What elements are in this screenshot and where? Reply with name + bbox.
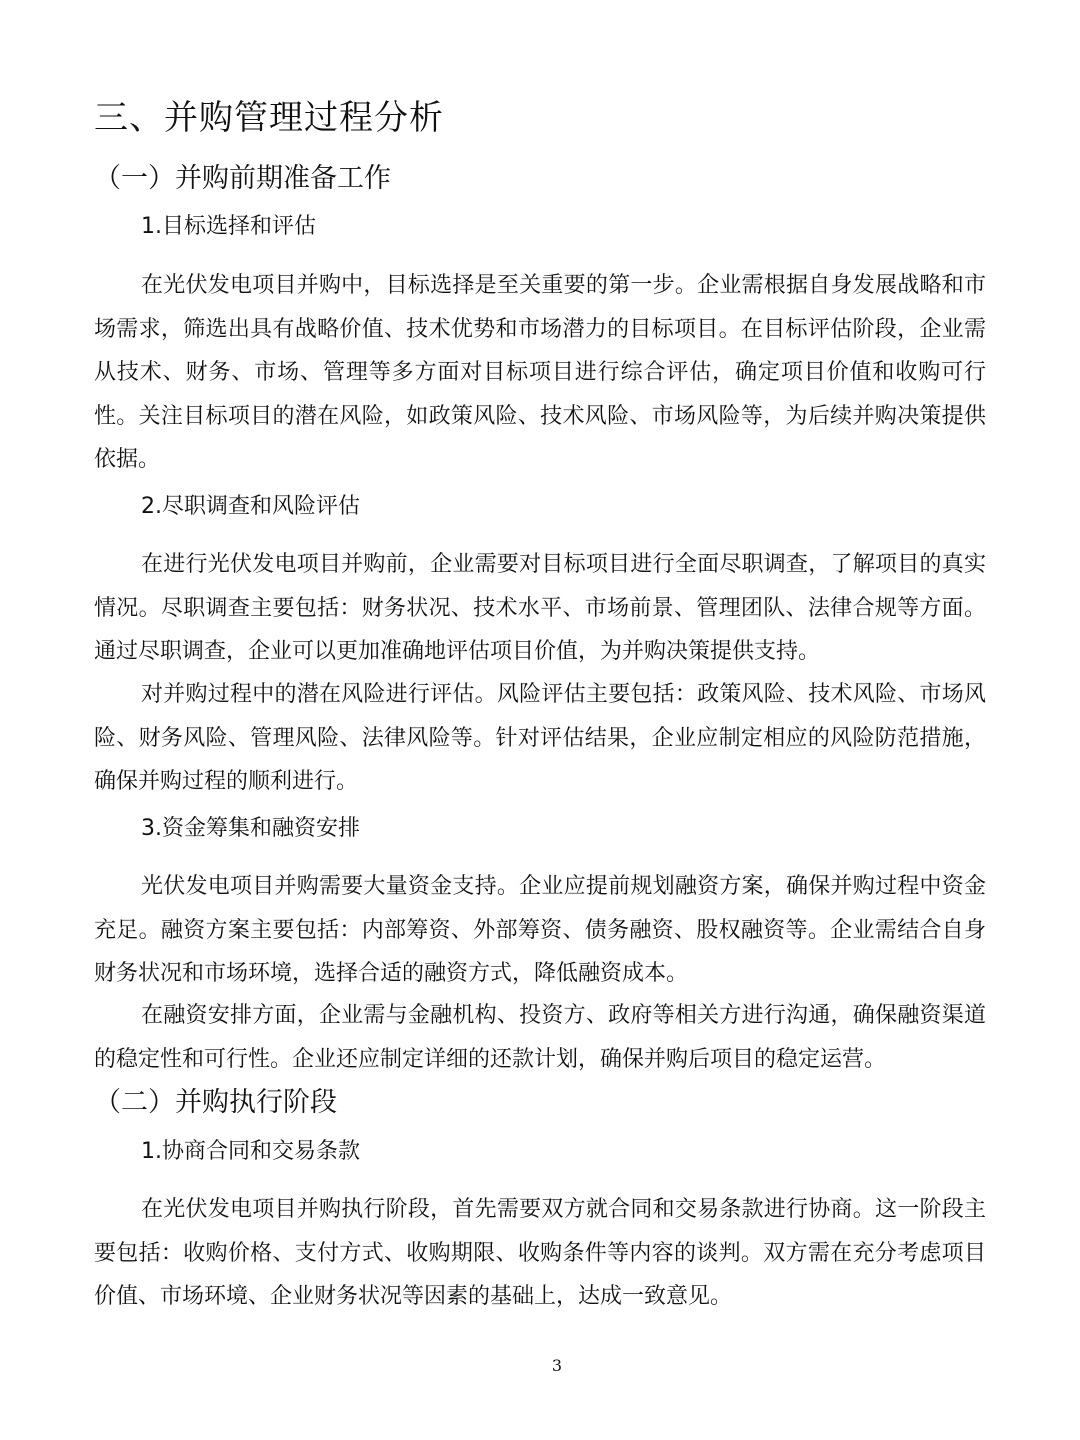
paragraph-fund-raising: 光伏发电项目并购需要大量资金支持。企业应提前规划融资方案，确保并购过程中资金充足。融资方案主要包括：内部筹资、外部筹资、债务融资、股权融资等。企业需结合自身财务状况和市场环境，选择合适的融资方式，降低融资成本。 <box>94 874 986 986</box>
paragraph-risk-assessment: 对并购过程中的潜在风险进行评估。风险评估主要包括：政策风险、技术风险、市场风险、财务风险、管理风险、法律风险等。针对评估结果，企业应制定相应的风险防范措施，确保并购过程的顺利进行。 <box>94 682 986 794</box>
subsection-heading-1-2: 2.尽职调查和风险评估 <box>141 494 360 519</box>
page-number: 3 <box>551 1356 563 1375</box>
paragraph-contract-negotiation: 在光伏发电项目并购执行阶段，首先需要双方就合同和交易条款进行协商。这一阶段主要包括：收购价格、支付方式、收购期限、收购条件等内容的谈判。双方需在充分考虑项目价值、市场环境、企业财务状况等因素的基础上，达成一致意见。 <box>94 1197 986 1309</box>
subsection-heading-1-3: 3.资金筹集和融资安排 <box>141 816 360 841</box>
subsection-heading-2-1: 1.协商合同和交易条款 <box>141 1139 360 1164</box>
section-heading-2: （二）并购执行阶段 <box>94 1087 337 1118</box>
paragraph-due-diligence: 在进行光伏发电项目并购前，企业需要对目标项目进行全面尽职调查，了解项目的真实情况。尽职调查主要包括：财务状况、技术水平、市场前景、管理团队、法律合规等方面。通过尽职调查，企业可以更加准确地评估项目价值，为并购决策提供支持。 <box>94 552 986 664</box>
paragraph-financing-arrangement: 在融资安排方面，企业需与金融机构、投资方、政府等相关方进行沟通，确保融资渠道的稳定性和可行性。企业还应制定详细的还款计划，确保并购后项目的稳定运营。 <box>94 1003 986 1072</box>
chapter-heading: 三、并购管理过程分析 <box>94 98 444 138</box>
section-heading-1: （一）并购前期准备工作 <box>94 163 391 194</box>
subsection-heading-1-1: 1.目标选择和评估 <box>141 214 316 239</box>
paragraph-target-selection: 在光伏发电项目并购中，目标选择是至关重要的第一步。企业需根据自身发展战略和市场需求，筛选出具有战略价值、技术优势和市场潜力的目标项目。在目标评估阶段，企业需从技术、财务、市场、管理等多方面对目标项目进行综合评估，确定项目价值和收购可行性。关注目标项目的潜在风险，如政策风险、技术风险、市场风险等，为后续并购决策提供依据。 <box>94 273 986 472</box>
